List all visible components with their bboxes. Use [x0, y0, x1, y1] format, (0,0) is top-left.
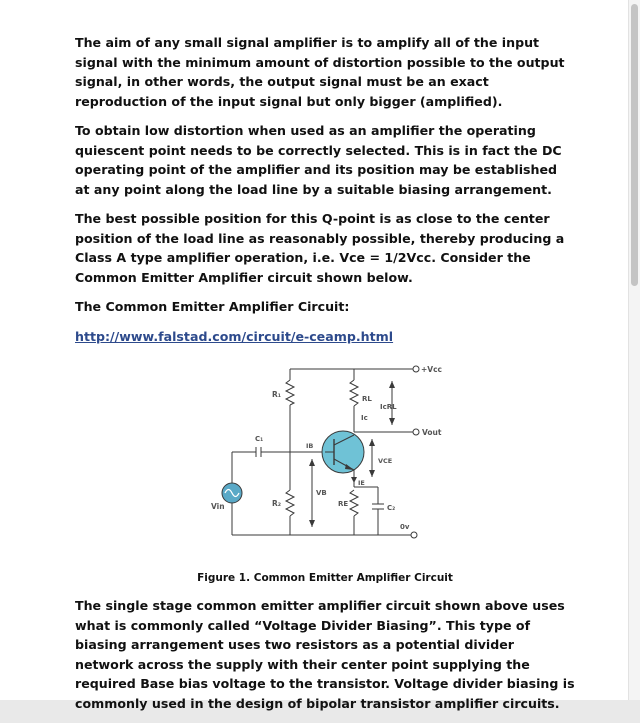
paragraph-2: To obtain low distortion when used as an amplifier the operating quiescent point needs to be correctly selected. This is in fact the DC operating point of the amplifier and its position may be established at any point along the load line by a suitable biasing arrangement. [75, 123, 562, 197]
ground-terminal [411, 532, 417, 538]
label-ic-rl: IcRL [380, 403, 397, 411]
ie-arrow [351, 477, 357, 483]
article-body [75, 33, 575, 723]
scrollbar-thumb[interactable] [631, 4, 638, 286]
vout-terminal [413, 429, 419, 435]
paragraph-closing: The single stage common emitter amplifier circuit shown above uses what is commonly called “Voltage Divider Biasing”. This type of biasing arrangement uses two resistors as a potential divider network across the supply with their center point supplying the required Base bias voltage to the transistor. Voltage divider biasing is commonly used in the design of bipolar transistor amplifier circuits. [75, 598, 575, 711]
falstad-link[interactable]: http://www.falstad.com/circuit/e-ceamp.html [75, 328, 394, 344]
rl-resistor [350, 380, 358, 406]
label-vin: Vin [211, 502, 225, 511]
circuit-figure [75, 352, 575, 570]
label-rl: RL [362, 395, 372, 403]
label-r2: R₂ [272, 499, 282, 508]
circuit-heading: The Common Emitter Amplifier Circuit: [75, 299, 350, 314]
label-vout: Vout [422, 428, 442, 437]
r2-resistor [286, 490, 294, 516]
label-ie: IE [358, 479, 365, 487]
label-r1: R₁ [272, 390, 282, 399]
re-resistor [350, 490, 358, 516]
r1-resistor [286, 380, 294, 405]
label-vce: VCE [378, 457, 393, 465]
label-ic: Ic [361, 414, 368, 422]
label-vcc: +Vcc [421, 365, 442, 374]
label-c1: C₁ [255, 435, 264, 443]
figure-caption: Figure 1. Common Emitter Amplifier Circuit [197, 572, 453, 584]
label-c2: C₂ [387, 504, 396, 512]
label-vb: VB [316, 489, 327, 497]
vcc-terminal [413, 366, 419, 372]
label-0v: 0v [400, 523, 410, 531]
common-emitter-circuit-diagram [75, 352, 575, 570]
label-re: RE [338, 500, 349, 508]
vertical-scrollbar[interactable] [628, 0, 640, 700]
paragraph-3: The best possible position for this Q-point is as close to the center position of the load line as reasonably possible, thereby producing a Class A type amplifier operation, i.e. Vce = 1/2Vcc. Consider the Common Emitter Amplifier circuit shown below. [75, 211, 565, 285]
paragraph-1: The aim of any small signal amplifier is to amplify all of the input signal with the minimum amount of distortion possible to the output signal, in other words, the output signal must be an exact reproduction of the input signal but only bigger (amplified). [75, 35, 565, 109]
label-ib: IB [306, 442, 314, 450]
